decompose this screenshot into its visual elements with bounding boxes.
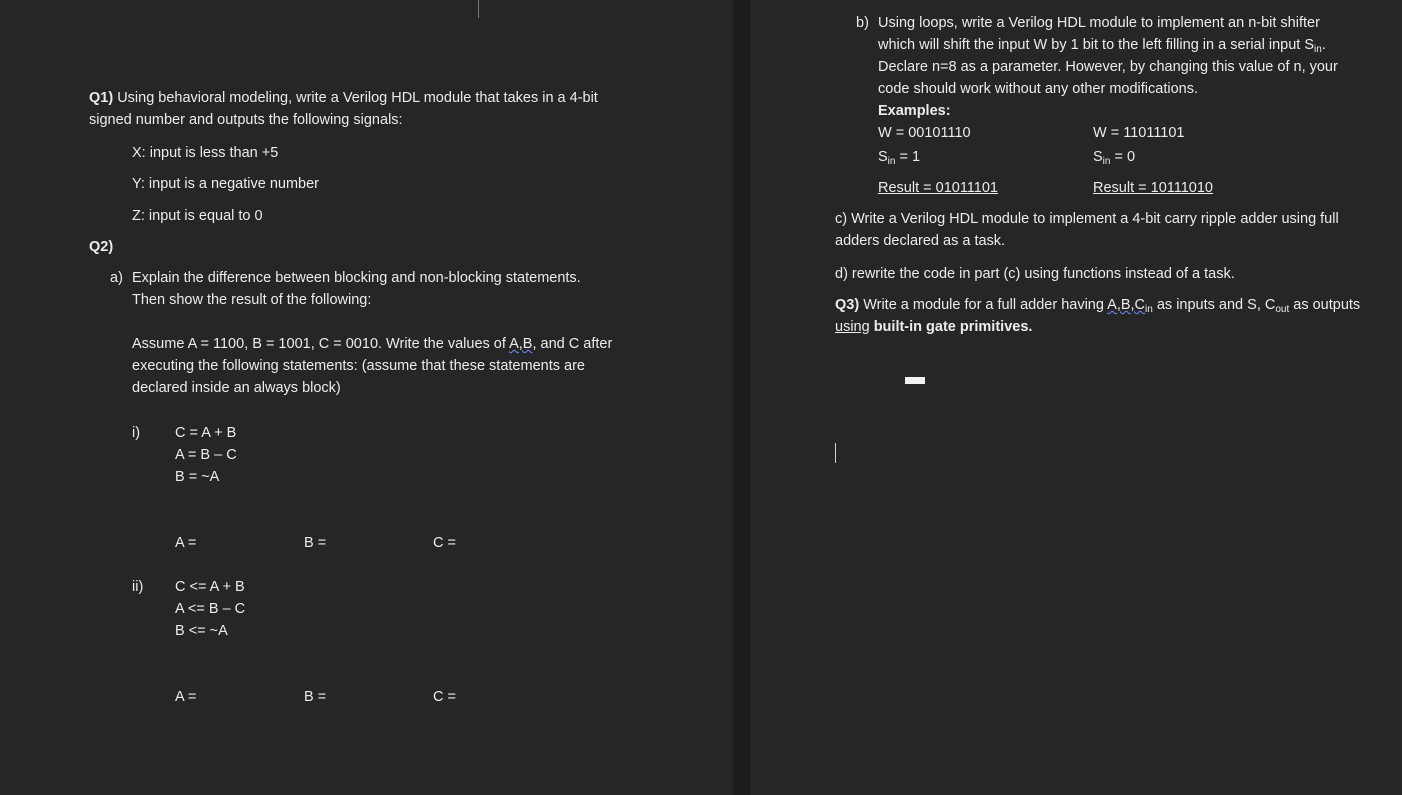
page-gutter [733,0,750,795]
part-i-answer-c: C = [433,535,456,551]
q3-line2: using built-in gate primitives. [835,319,1033,335]
assume-line3: declared inside an always block) [132,380,341,396]
assume-line2: executing the following statements: (assume that these statements are [132,358,585,374]
qb-line3: Declare n=8 as a parameter. However, by changing this value of n, your [878,59,1338,75]
ex1-sin: $S_{in} = 1$ [878,149,921,167]
part-ii-marker: ii) [132,579,144,595]
examples-label: Examples: [878,103,951,119]
mouse-cursor-block [905,377,925,384]
part-ii-stmt-1: C <= A + B [175,579,245,595]
part-i-stmt-1: C = A + B [175,425,237,441]
qd-line1: d) rewrite the code in part (c) using functions instead of a task. [835,266,1235,282]
q1-item-y: Y: input is a negative number [132,176,320,192]
q1-label: Q1) [89,90,114,106]
page-right [750,0,1402,795]
ex2-w: W = 11011101 [1093,125,1185,141]
q2-label: Q2) [89,239,114,255]
q1-item-x: X: input is less than +5 [132,145,279,161]
q2a-line1: Explain the difference between blocking and non-blocking statements. [132,270,581,286]
part-ii-answer-c: C = [433,689,456,705]
q3-label: Q3) [835,297,860,313]
qb-line4: code should work without any other modifications. [878,81,1198,97]
q1-line1 [89,87,598,109]
ex2-result: Result = 10111010 [1093,180,1213,196]
part-i-marker: i) [132,425,141,441]
qc-line2: adders declared as a task. [835,233,1006,249]
q2a-marker: a) [110,270,123,286]
part-i-stmt-2: A = B – C [175,447,237,463]
part-i-stmt-3: B = ~A [175,469,220,485]
header-margin-mark [478,0,479,18]
ex1-result: Result = 01011101 [878,180,998,196]
q3-line1: Q3) Write a module for a full adder having $A,B,C_{in}$ as inputs and S, $C_{out}$ as outputs [835,297,1361,315]
q2a-line2: Then show the result of the following: [132,292,372,308]
part-i-answer-b: B = [304,535,327,551]
part-ii-stmt-3: B <= ~A [175,623,228,639]
q1-text-1: Using behavioral modeling, write a Verilog HDL module that takes in a 4-bit [113,90,598,106]
ex1-w: W = 00101110 [878,125,971,141]
assume-line1: Assume A = 1100, B = 1001, C = 0010. Write the values of A,B, and C after [132,336,613,352]
qb-marker: b) [856,15,869,31]
qc-line1: c) Write a Verilog HDL module to implement a 4-bit carry ripple adder using full [835,211,1339,227]
assume-ab: A,B [509,336,533,352]
qb-line2: which will shift the input W by 1 bit to the left filling in a serial input $S_{in}$. [878,37,1326,55]
q3-abc: $A,B,C_{in}$ [1107,297,1153,315]
text-caret[interactable] [835,443,836,463]
q1-item-z: Z: input is equal to 0 [132,208,263,224]
part-ii-answer-b: B = [304,689,327,705]
part-ii-answer-a: A = [175,689,197,705]
part-ii-stmt-2: A <= B – C [175,601,246,617]
ex2-sin: $S_{in} = 0$ [1093,149,1136,167]
qb-line1: Using loops, write a Verilog HDL module to implement an n-bit shifter [878,15,1320,31]
q1-line2: signed number and outputs the following signals: [89,112,403,128]
part-i-answer-a: A = [175,535,197,551]
